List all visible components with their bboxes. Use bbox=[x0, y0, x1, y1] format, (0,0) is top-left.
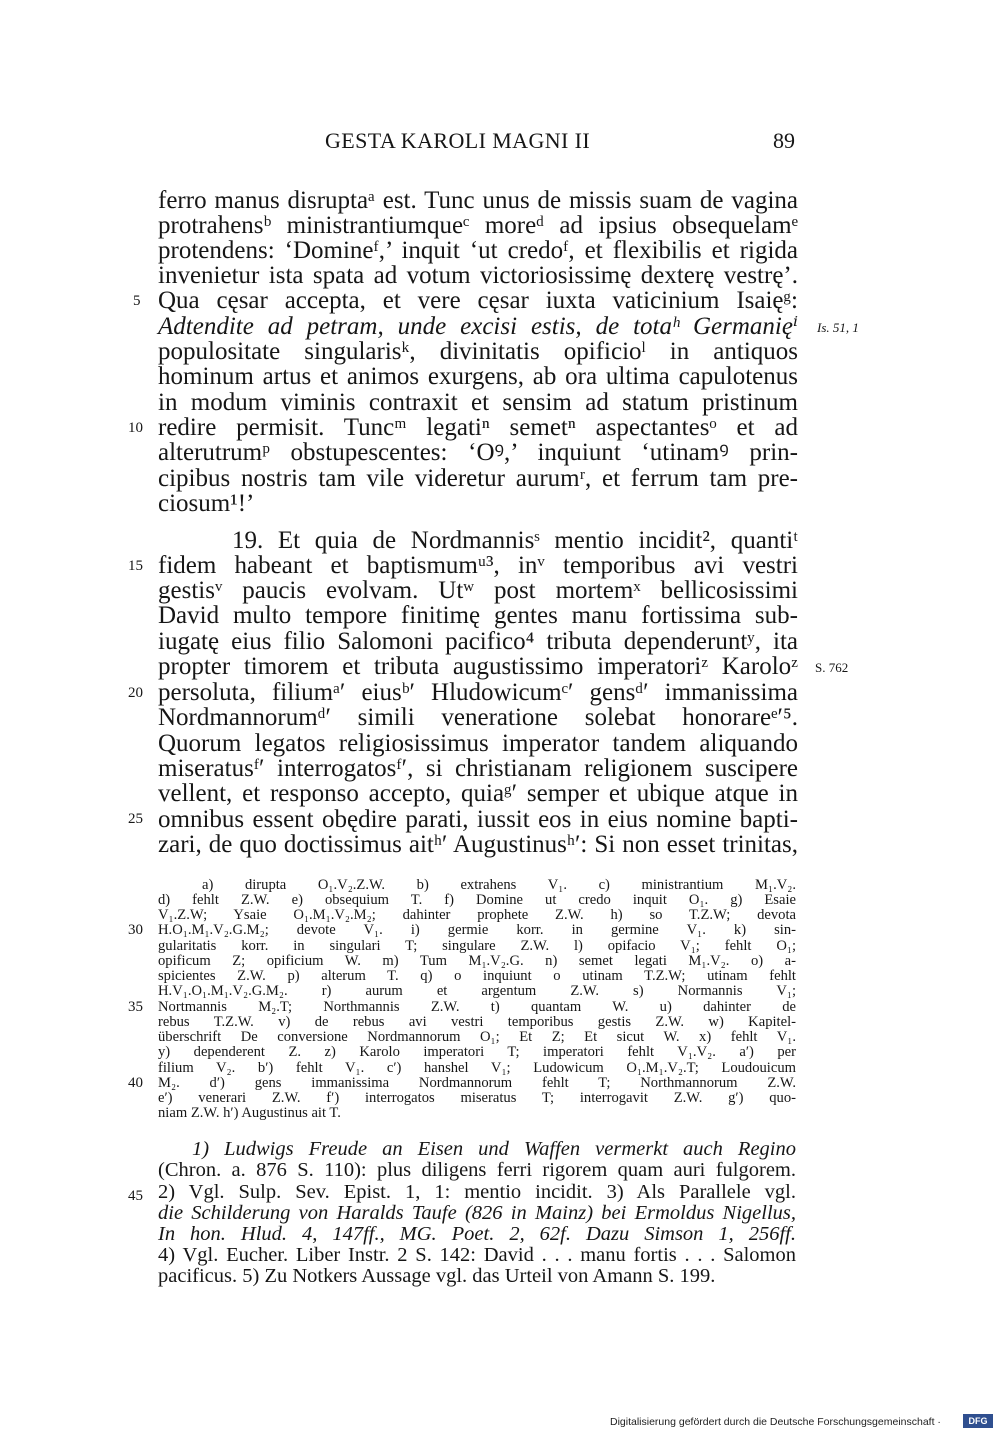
section-start-line: 19. Et quia de Nordmannisˢ mentio incidit², quantiᵗ bbox=[232, 527, 798, 554]
text-line: Quorum legatos religiosissimus imperator tandem aliquando bbox=[158, 730, 798, 757]
apparatus-line: d) fehlt Z.W. e) obsequium T. f) Domine ut credo inquit O₁. g) Esaie bbox=[158, 892, 796, 908]
text-line: protrahensᵇ ministrantiumqueᶜ moreᵈ ad ipsius obsequelamᵉ bbox=[158, 212, 798, 239]
line-number: 25 bbox=[128, 811, 143, 827]
apparatus-line: filium V₂. b′) fehlt V₁. c′) hanshel V₁; Ludowicum O₁.M₁.V₂.T; Loudouicum bbox=[158, 1060, 796, 1076]
text-line: Nordmannorumᵈ′ simili veneratione solebat honorareᵉ′⁵. bbox=[158, 704, 798, 731]
line-number: 35 bbox=[128, 999, 143, 1015]
line-number: 20 bbox=[128, 685, 143, 701]
line-number: 10 bbox=[128, 420, 143, 436]
line-number: 15 bbox=[128, 558, 143, 574]
footnote-line: (Chron. a. 876 S. 110): plus diligens ferri rigorem quam auri fulgorem. bbox=[158, 1159, 796, 1181]
text-line: Adtendite ad petram, unde excisi estis, de totaʰ Germanięⁱ bbox=[158, 313, 798, 340]
text-line: hominum artus et animos exurgens, ab ora ultima capulotenus bbox=[158, 363, 798, 390]
text-line: zari, de quo doctissimus aitʰ′ Augustinusʰ′: Si non esset trinitas, bbox=[158, 831, 798, 858]
dfg-logo: DFG bbox=[963, 1414, 993, 1428]
apparatus-line: H.V₁.O₁.M₁.V₂.G.M₂. r) aurum et argentum Z.W. s) Normannis V₁; bbox=[158, 983, 796, 999]
text-line: iugatę eius filio Salomoni pacifico⁴ tributa dependeruntʸ, ita bbox=[158, 628, 798, 655]
apparatus-line: gularitatis korr. in singulari T; singulare Z.W. l) opifacio V₁; fehlt O₁; bbox=[158, 938, 796, 954]
apparatus-line: e′) venerari Z.W. f′) interrogatos miseratus T; interrogavit Z.W. g′) quo- bbox=[158, 1090, 796, 1106]
text-line: miseratusᶠ′ interrogatosᶠ′, si christianam religionem suscipere bbox=[158, 755, 798, 782]
text-line: Qua cęsar accepta, et vere cęsar iuxta vaticinium Isaięᵍ: bbox=[158, 287, 798, 314]
text-line: propter timorem et tributa augustissimo imperatoriᶻ Karoloᶻ bbox=[158, 653, 798, 680]
apparatus-line: H.O₁.M₁.V₂.G.M₂; devote V₁. i) germie korr. in germine V₁. k) sin- bbox=[158, 922, 796, 938]
text-line: in modum viminis contraxit et sensim ad statum pristinum bbox=[158, 389, 798, 416]
text-line: vellent, et responso accepto, quiaᵍ′ semper et ubique atque in bbox=[158, 780, 798, 807]
digitization-credit: Digitalisierung gefördert durch die Deutsche Forschungsgemeinschaft · bbox=[610, 1416, 941, 1428]
apparatus-line: rebus T.Z.W. v) de rebus avi vestri temporibus gestis Z.W. w) Kapitel- bbox=[158, 1014, 796, 1030]
margin-note-page-ref: S. 762 bbox=[815, 660, 849, 675]
text-line: gestisᵛ paucis evolvam. Utʷ post mortemˣ bellicosissimi bbox=[158, 577, 798, 604]
text-line: protendens: ‘Domineᶠ,’ inquit ‘ut credoᶠ, et flexibilis et rigida bbox=[158, 237, 798, 264]
text-line: David multo tempore finitimę gentes manu fortissima sub- bbox=[158, 602, 798, 629]
page-number: 89 bbox=[773, 128, 795, 153]
line-number: 45 bbox=[128, 1188, 143, 1204]
text-line: persoluta, filiumᵃ′ eiusᵇ′ Hludowicumᶜ′ gensᵈ′ immanissima bbox=[158, 679, 798, 706]
apparatus-line: opificum Z; opificium W. m) Tum M₁.V₂.G. n) semet legati M₁.V₂. o) a- bbox=[158, 953, 796, 969]
text-line: omnibus essent obędire parati, iussit eos in eius nomine bapti- bbox=[158, 806, 798, 833]
text-line: fidem habeant et baptismumᵘ³, inᵛ temporibus avi vestri bbox=[158, 552, 798, 579]
apparatus-line: y) dependerent Z. z) Karolo imperatori T; imperatori fehlt V₁.V₂. a′) per bbox=[158, 1044, 796, 1060]
footnote-line: 1) Ludwigs Freude an Eisen und Waffen vermerkt auch Regino bbox=[192, 1138, 796, 1160]
margin-note-isaiah: Is. 51, 1 bbox=[817, 320, 859, 335]
apparatus-line: überschrift De conversione Nordmannorum O₁; Et Z; Et sicut W. x) fehlt V₁. bbox=[158, 1029, 796, 1045]
text-line: invenietur ista spata ad votum victoriosissimę dexterę vestrę’. bbox=[158, 262, 798, 289]
footnote-line: pacificus. 5) Zu Notkers Aussage vgl. das Urteil von Amann S. 199. bbox=[158, 1265, 716, 1287]
running-head: GESTA KAROLI MAGNI II bbox=[325, 128, 591, 153]
text-line: ciosum¹!’ bbox=[158, 490, 255, 517]
text-line: ferro manus disruptaᵃ est. Tunc unus de missis suam de vagina bbox=[158, 187, 798, 214]
apparatus-line: spicientes Z.W. p) alterum T. q) o inquiunt o utinam T.Z.W; utinam fehlt bbox=[158, 968, 796, 984]
line-number: 40 bbox=[128, 1075, 143, 1091]
footnote-line: 2) Vgl. Sulp. Sev. Epist. 1, 1: mentio incidit. 3) Als Parallele vgl. bbox=[158, 1181, 796, 1203]
footnote-line: In hon. Hlud. 4, 147ff., MG. Poet. 2, 62f. Dazu Simson 1, 256ff. bbox=[158, 1223, 796, 1245]
text-line: redire permisit. Tuncᵐ legatiⁿ semetⁿ aspectantesᵒ et ad bbox=[158, 414, 798, 441]
footnote-line: die Schilderung von Haralds Taufe (826 in Mainz) bei Ermoldus Nigellus, bbox=[158, 1202, 796, 1224]
footnote-line: 4) Vgl. Eucher. Liber Instr. 2 S. 142: David . . . manu fortis . . . Salomon bbox=[158, 1244, 796, 1266]
apparatus-line: a) dirupta O₁.V₂.Z.W. b) extrahens V₁. c) ministrantium M₁.V₂. bbox=[202, 877, 796, 893]
text-line: populositate singularisᵏ, divinitatis opificioˡ in antiquos bbox=[158, 338, 798, 365]
apparatus-line: V₁.Z.W; Ysaie O₁.M₁.V₂.M₂; dahinter prophete Z.W. h) so T.Z.W; devota bbox=[158, 907, 796, 923]
line-number: 5 bbox=[133, 293, 141, 309]
text-line: cipibus nostris tam vile videretur aurumʳ, et ferrum tam pre- bbox=[158, 465, 798, 492]
apparatus-line: niam Z.W. h′) Augustinus ait T. bbox=[158, 1105, 341, 1121]
text-line: alterutrumᵖ obstupescentes: ‘Oꝰ,’ inquiunt ‘utinamꝰ prin- bbox=[158, 439, 798, 466]
apparatus-line: Nortmannis M₂.T; Northmannis Z.W. t) quantam W. u) dahinter de bbox=[158, 999, 796, 1015]
line-number: 30 bbox=[128, 922, 143, 938]
apparatus-line: M₂. d′) gens immanissima Nordmannorum fehlt T; Northmannorum Z.W. bbox=[158, 1075, 796, 1091]
